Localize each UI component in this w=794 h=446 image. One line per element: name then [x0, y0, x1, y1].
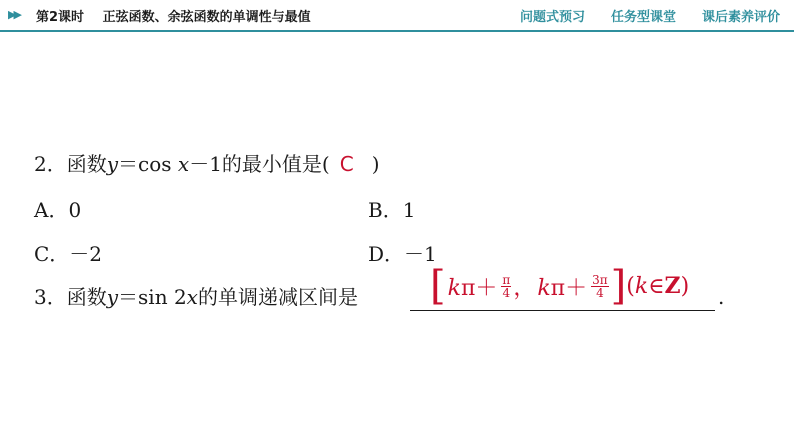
- answer-open-bracket: [: [430, 263, 446, 309]
- q2-answer: C: [339, 152, 354, 176]
- q3-prefix: 3．函数: [34, 285, 107, 309]
- answer-k1: k: [447, 275, 461, 301]
- cond-in: ∈: [648, 273, 665, 299]
- nav-classroom[interactable]: 任务型课堂: [610, 10, 676, 25]
- frac1-den: 4: [502, 285, 511, 300]
- q2-var-x: x: [177, 152, 190, 176]
- answer-close-bracket: ]: [610, 263, 627, 309]
- q3-var-y: y: [106, 285, 119, 309]
- question-3: [34, 283, 358, 311]
- cond-close: ): [680, 273, 690, 299]
- q3-end-period: .: [718, 285, 725, 309]
- question-2: [34, 150, 380, 178]
- answer-pi1: π＋: [460, 275, 498, 301]
- cond-z: Z: [664, 273, 681, 299]
- answer-frac-2: [591, 274, 609, 299]
- answer-pi2: π＋: [550, 275, 588, 301]
- q2-close: ): [371, 152, 380, 176]
- answer-k2: k: [537, 275, 551, 301]
- frac1-num: π: [502, 272, 511, 287]
- q3-eq: ＝sin 2: [118, 285, 187, 309]
- q2-eq: ＝cos: [118, 152, 178, 176]
- frac2-den: 4: [596, 285, 604, 300]
- q2-option-c: C．－2: [34, 242, 103, 266]
- cond-k: k: [634, 273, 649, 299]
- header-title: [36, 6, 311, 25]
- lesson-label: 第2课时: [36, 10, 85, 25]
- lesson-title: 正弦函数、余弦函数的单调性与最值: [102, 10, 311, 25]
- double-arrow-icon: ▶▶: [8, 8, 19, 21]
- q2-option-b: B．1: [368, 198, 416, 222]
- q2-var-y: y: [106, 152, 119, 176]
- q3-answer: [430, 263, 690, 309]
- header-bar: [0, 0, 794, 34]
- q2-option-a: A．0: [34, 198, 82, 222]
- nav-preview[interactable]: 问题式预习: [519, 10, 585, 25]
- cond-open: (: [626, 273, 635, 299]
- q2-prefix: 2．函数: [34, 152, 107, 176]
- answer-frac-1: [501, 274, 511, 299]
- answer-comma: ，: [513, 275, 536, 301]
- header-divider: [0, 30, 794, 32]
- header-nav: [520, 6, 780, 25]
- nav-evaluation[interactable]: 课后素养评价: [701, 10, 780, 25]
- q3-var-x: x: [186, 285, 198, 309]
- frac2-num: 3π: [592, 272, 608, 287]
- q2-rest: －1的最小值是(: [189, 152, 330, 176]
- q2-option-d: D．－1: [368, 242, 437, 266]
- q3-rest: 的单调递减区间是: [197, 285, 358, 309]
